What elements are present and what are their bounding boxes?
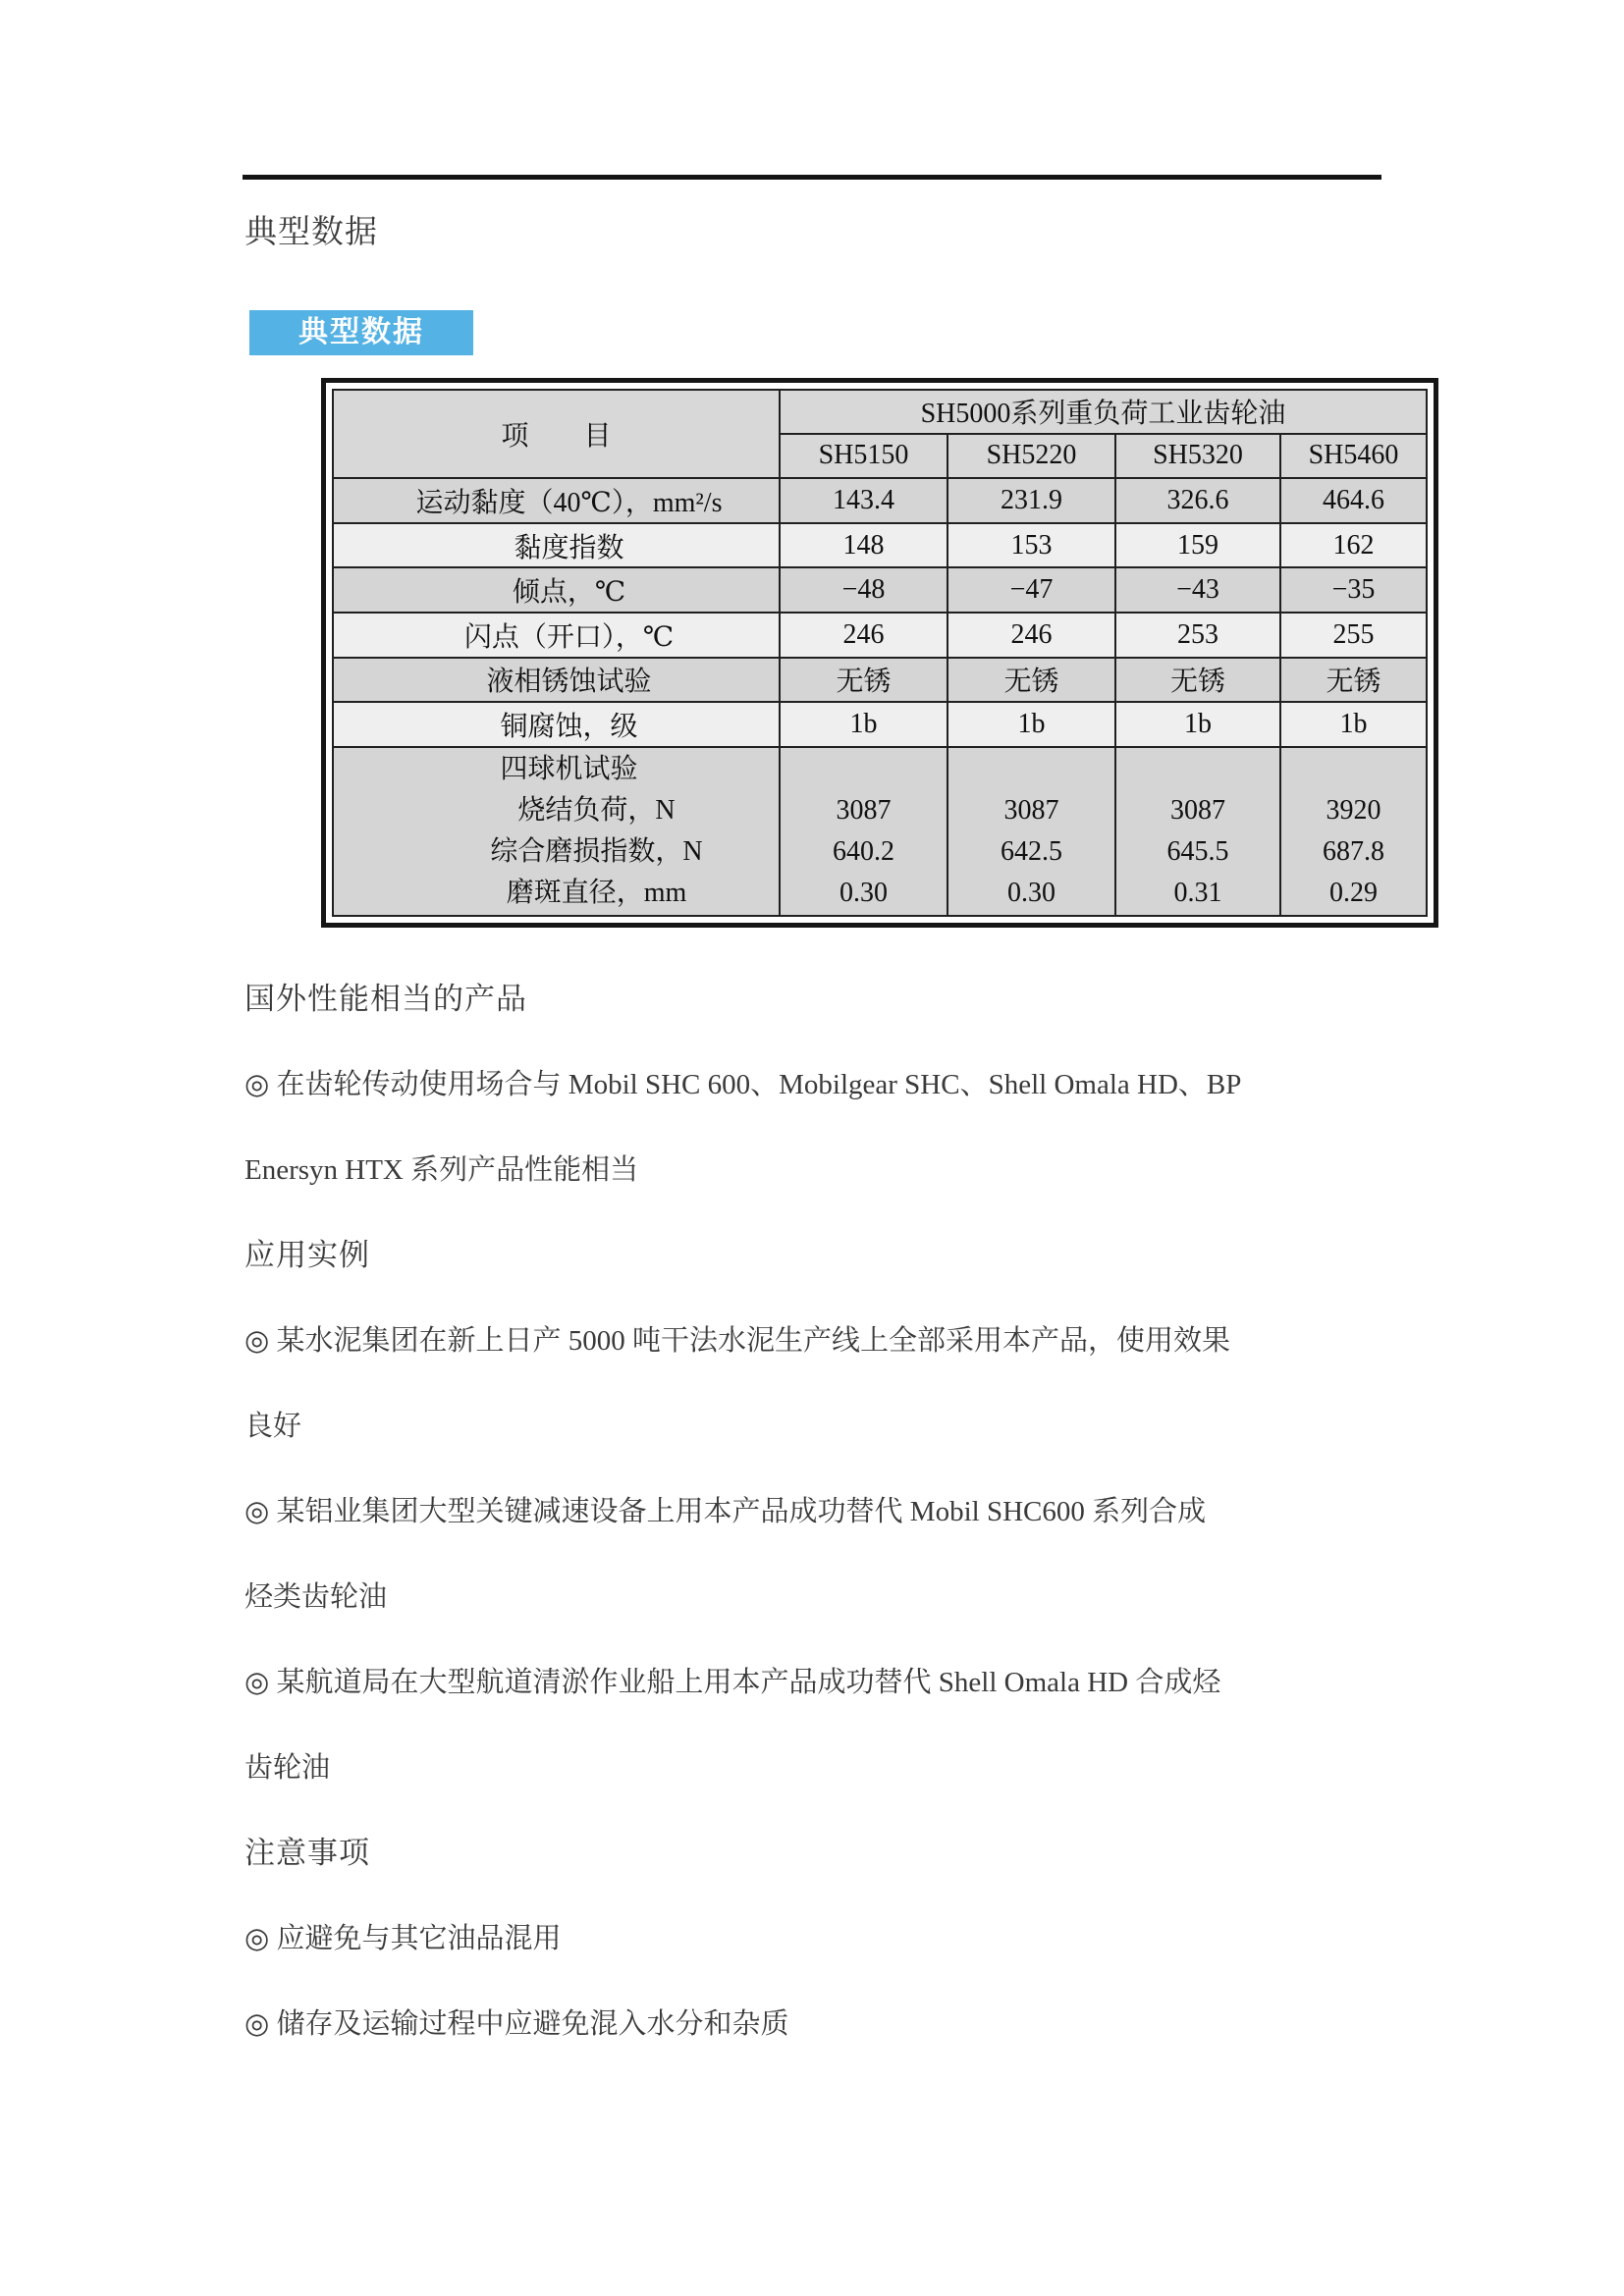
col-header-product: SH5460 xyxy=(1280,434,1427,479)
spacer xyxy=(948,749,1114,790)
typical-data-table xyxy=(332,389,1428,917)
cell-value: 无锈 xyxy=(1115,658,1280,703)
cell-value: 253 xyxy=(1115,613,1280,658)
cell-value: 0.31 xyxy=(1173,877,1222,908)
body-line: ◎ 某航道局在大型航道清淤作业船上用本产品成功替代 Shell Omala HD 合成烃 xyxy=(244,1667,1221,1698)
body-text-column xyxy=(244,983,1403,2093)
section-heading-equivalent-products: 国外性能相当的产品 xyxy=(244,982,527,1016)
cell-value-stack xyxy=(947,747,1115,916)
body-line: ◎ 应避免与其它油品混用 xyxy=(244,1923,562,1954)
cell-value: −43 xyxy=(1115,567,1280,613)
row-label: 闪点（开口），℃ xyxy=(333,613,780,658)
cell-value: −48 xyxy=(780,567,947,613)
table-row xyxy=(333,523,1427,568)
four-ball-sub-label: 磨斑直径，mm xyxy=(506,877,687,908)
table-row xyxy=(333,702,1427,747)
cell-value: 687.8 xyxy=(1323,835,1384,867)
table-header-row-group xyxy=(333,390,1427,434)
table-row-four-ball xyxy=(333,747,1427,916)
cell-value-stack xyxy=(1115,747,1280,916)
row-label: 运动黏度（40℃），mm²/s xyxy=(333,478,780,523)
spacer xyxy=(1116,749,1279,790)
row-label: 液相锈蚀试验 xyxy=(333,658,780,703)
body-line: ◎ 某铝业集团大型关键减速设备上用本产品成功替代 Mobil SHC600 系列合成 xyxy=(244,1496,1207,1527)
row-label: 黏度指数 xyxy=(333,523,780,568)
cell-value: 464.6 xyxy=(1280,478,1427,523)
cell-value: 3087 xyxy=(1003,794,1059,826)
cell-value-stack xyxy=(780,747,947,916)
header-divider-rule xyxy=(243,175,1381,180)
cell-value: 1b xyxy=(947,702,1115,747)
cell-value: 153 xyxy=(947,523,1115,568)
row-label: 倾点，℃ xyxy=(333,567,780,613)
cell-value: 无锈 xyxy=(780,658,947,703)
cell-value: 640.2 xyxy=(833,835,894,867)
cell-value: 3920 xyxy=(1326,794,1381,826)
cell-value: 148 xyxy=(780,523,947,568)
typical-data-table-wrapper xyxy=(321,378,1438,928)
cell-value: 159 xyxy=(1115,523,1280,568)
four-ball-sub-label: 烧结负荷，N xyxy=(517,794,676,826)
table-row xyxy=(333,658,1427,703)
cell-value: 无锈 xyxy=(1280,658,1427,703)
body-line: Enersyn HTX 系列产品性能相当 xyxy=(244,1154,639,1186)
spacer xyxy=(1281,749,1426,790)
body-line: 烃类齿轮油 xyxy=(244,1581,388,1613)
cell-value: 3087 xyxy=(836,794,892,826)
row-label: 铜腐蚀，级 xyxy=(333,702,780,747)
section-heading-precautions: 注意事项 xyxy=(244,1836,370,1870)
section-badge: 典型数据 xyxy=(249,310,473,355)
cell-value: 0.30 xyxy=(839,877,888,908)
body-line: 齿轮油 xyxy=(244,1752,331,1784)
page-title: 典型数据 xyxy=(244,213,378,249)
cell-value: 255 xyxy=(1280,613,1427,658)
cell-value: 642.5 xyxy=(1001,835,1062,867)
col-header-product: SH5320 xyxy=(1115,434,1280,479)
cell-value: 3087 xyxy=(1170,794,1225,826)
cell-value: 0.29 xyxy=(1329,877,1378,908)
table-row xyxy=(333,478,1427,523)
cell-value: −35 xyxy=(1280,567,1427,613)
cell-value: 1b xyxy=(1115,702,1280,747)
row-label-four-ball xyxy=(333,747,780,916)
cell-value: 1b xyxy=(1280,702,1427,747)
cell-value: 231.9 xyxy=(947,478,1115,523)
spacer xyxy=(781,749,947,790)
body-line: ◎ 储存及运输过程中应避免混入水分和杂质 xyxy=(244,2008,789,2040)
table-row xyxy=(333,613,1427,658)
col-header-item: 项 目 xyxy=(333,390,780,478)
col-header-product: SH5150 xyxy=(780,434,947,479)
cell-value: 0.30 xyxy=(1007,877,1056,908)
cell-value: 1b xyxy=(780,702,947,747)
cell-value: 645.5 xyxy=(1166,835,1229,867)
cell-value: −47 xyxy=(947,567,1115,613)
cell-value: 143.4 xyxy=(780,478,947,523)
body-line: ◎ 在齿轮传动使用场合与 Mobil SHC 600、Mobilgear SHC、Shell Omala HD、BP xyxy=(244,1069,1242,1100)
cell-value: 无锈 xyxy=(947,658,1115,703)
section-heading-application-examples: 应用实例 xyxy=(244,1238,370,1272)
table-row xyxy=(333,567,1427,613)
cell-value: 246 xyxy=(780,613,947,658)
cell-value: 162 xyxy=(1280,523,1427,568)
col-header-product: SH5220 xyxy=(947,434,1115,479)
col-header-series: SH5000系列重负荷工业齿轮油 xyxy=(780,390,1427,434)
four-ball-sub-label: 综合磨损指数，N xyxy=(490,835,703,867)
cell-value: 246 xyxy=(947,613,1115,658)
four-ball-title: 四球机试验 xyxy=(500,753,638,784)
cell-value: 326.6 xyxy=(1115,478,1280,523)
body-line: ◎ 某水泥集团在新上日产 5000 吨干法水泥生产线上全部采用本产品，使用效果 xyxy=(244,1325,1231,1357)
body-line: 良好 xyxy=(244,1411,302,1442)
cell-value-stack xyxy=(1280,747,1427,916)
